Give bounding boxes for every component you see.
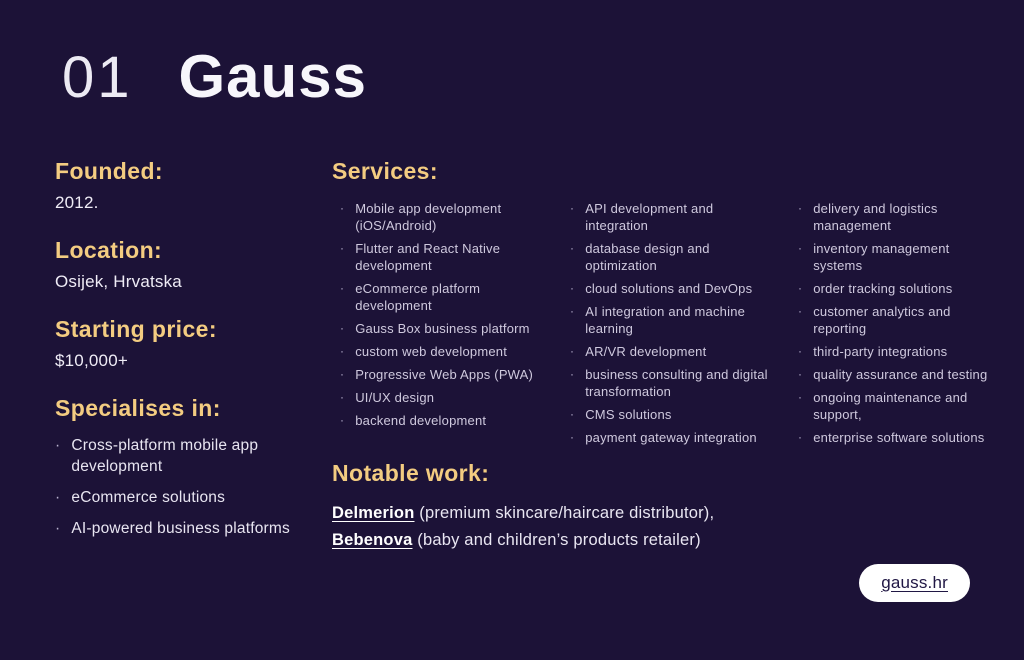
specialises-section bbox=[55, 395, 313, 539]
service-item-label: third-party integrations bbox=[813, 344, 948, 359]
service-item-label: Gauss Box business platform bbox=[355, 321, 530, 336]
section-heading-specialises: Specialises in: bbox=[55, 395, 221, 421]
notable-entries bbox=[332, 500, 872, 554]
service-item-label: AI integration and machine learning bbox=[585, 304, 746, 336]
service-item bbox=[340, 366, 538, 383]
notable-work-section bbox=[332, 460, 872, 554]
service-item-label: cloud solutions and DevOps bbox=[585, 281, 753, 296]
bullet-icon: · bbox=[55, 489, 61, 506]
service-item bbox=[570, 406, 768, 423]
services-column bbox=[570, 200, 768, 452]
page-title: Gauss bbox=[178, 43, 367, 110]
service-item-label: database design and optimization bbox=[585, 241, 710, 273]
bullet-icon: · bbox=[570, 241, 575, 255]
page-title-group bbox=[62, 42, 367, 111]
service-item bbox=[798, 280, 990, 297]
service-item bbox=[798, 200, 990, 234]
fact-label: Starting price: bbox=[55, 316, 217, 342]
service-item bbox=[570, 366, 768, 400]
bullet-icon: · bbox=[55, 520, 61, 537]
services-columns bbox=[340, 200, 994, 452]
bullet-icon: · bbox=[798, 281, 803, 295]
section-heading-services: Services: bbox=[332, 158, 438, 184]
service-item-label: API development and integration bbox=[585, 201, 714, 233]
bullet-icon: · bbox=[570, 430, 575, 444]
fact-value: Osijek, Hrvatska bbox=[55, 272, 182, 291]
notable-entry-desc: (baby and children’s products retailer) bbox=[412, 531, 701, 549]
service-item bbox=[570, 240, 768, 274]
service-item bbox=[340, 389, 538, 406]
service-item-label: business consulting and digital transformation bbox=[585, 367, 768, 399]
service-item-label: delivery and logistics management bbox=[813, 201, 938, 233]
specialises-item bbox=[55, 435, 313, 477]
bullet-icon: · bbox=[340, 241, 345, 255]
service-item-label: eCommerce platform development bbox=[355, 281, 481, 313]
service-item-label: custom web development bbox=[355, 344, 508, 359]
service-item bbox=[798, 343, 990, 360]
service-item bbox=[798, 429, 990, 446]
bullet-icon: · bbox=[798, 390, 803, 404]
bullet-icon: · bbox=[340, 344, 345, 358]
fact-value: $10,000+ bbox=[55, 351, 128, 370]
service-item bbox=[340, 280, 538, 314]
services-column bbox=[798, 200, 990, 452]
service-item-label: payment gateway integration bbox=[585, 430, 757, 445]
fact-value: 2012. bbox=[55, 193, 99, 212]
bullet-icon: · bbox=[798, 241, 803, 255]
specialises-item-label: eCommerce solutions bbox=[71, 489, 226, 506]
bullet-icon: · bbox=[340, 281, 345, 295]
specialises-item-label: AI-powered business platforms bbox=[71, 520, 290, 537]
bullet-icon: · bbox=[570, 201, 575, 215]
facts-column bbox=[55, 158, 313, 549]
service-item bbox=[340, 343, 538, 360]
service-item-label: ongoing maintenance and support, bbox=[813, 390, 968, 422]
service-item bbox=[570, 280, 768, 297]
section-heading-notable-work: Notable work: bbox=[332, 460, 490, 486]
service-item bbox=[570, 429, 768, 446]
notable-work-link[interactable]: Bebenova bbox=[332, 531, 413, 549]
notable-entry bbox=[332, 500, 872, 527]
services-section bbox=[332, 158, 994, 452]
notable-entry-desc: (premium skincare/haircare distributor), bbox=[414, 504, 715, 522]
service-item bbox=[570, 343, 768, 360]
fact-label: Location: bbox=[55, 237, 163, 263]
specialises-item-label: Cross-platform mobile app development bbox=[71, 437, 259, 475]
service-item bbox=[340, 412, 538, 429]
bullet-icon: · bbox=[798, 201, 803, 215]
service-item-label: inventory management systems bbox=[813, 241, 950, 273]
bullet-icon: · bbox=[340, 321, 345, 335]
bullet-icon: · bbox=[340, 201, 345, 215]
service-item-label: Flutter and React Native development bbox=[355, 241, 501, 273]
service-item-label: CMS solutions bbox=[585, 407, 672, 422]
fact-location bbox=[55, 237, 313, 293]
bullet-icon: · bbox=[798, 344, 803, 358]
fact-label: Founded: bbox=[55, 158, 163, 184]
service-item-label: order tracking solutions bbox=[813, 281, 953, 296]
service-item bbox=[798, 366, 990, 383]
bullet-icon: · bbox=[798, 430, 803, 444]
bullet-icon: · bbox=[340, 367, 345, 381]
service-item bbox=[340, 240, 538, 274]
bullet-icon: · bbox=[570, 344, 575, 358]
service-item-label: UI/UX design bbox=[355, 390, 435, 405]
bullet-icon: · bbox=[798, 367, 803, 381]
service-item-label: Mobile app development (iOS/Android) bbox=[355, 201, 502, 233]
bullet-icon: · bbox=[570, 304, 575, 318]
specialises-list bbox=[55, 435, 313, 539]
bullet-icon: · bbox=[340, 390, 345, 404]
service-item bbox=[570, 200, 768, 234]
bullet-icon: · bbox=[55, 437, 61, 454]
service-item-label: Progressive Web Apps (PWA) bbox=[355, 367, 534, 382]
notable-entry bbox=[332, 527, 872, 554]
bullet-icon: · bbox=[798, 304, 803, 318]
specialises-item bbox=[55, 487, 313, 508]
fact-founded bbox=[55, 158, 313, 214]
service-item-label: backend development bbox=[355, 413, 487, 428]
fact-starting-price bbox=[55, 316, 313, 372]
service-item bbox=[340, 320, 538, 337]
service-item-label: quality assurance and testing bbox=[813, 367, 988, 382]
service-item bbox=[798, 303, 990, 337]
slide-number: 01 bbox=[62, 45, 133, 110]
service-item-label: enterprise software solutions bbox=[813, 430, 985, 445]
service-item-label: customer analytics and reporting bbox=[813, 304, 951, 336]
bullet-icon: · bbox=[570, 367, 575, 381]
specialises-item bbox=[55, 518, 313, 539]
services-column bbox=[340, 200, 538, 452]
service-item bbox=[570, 303, 768, 337]
bullet-icon: · bbox=[340, 413, 345, 427]
service-item bbox=[340, 200, 538, 234]
service-item bbox=[798, 240, 990, 274]
bullet-icon: · bbox=[570, 407, 575, 421]
bullet-icon: · bbox=[570, 281, 575, 295]
service-item-label: AR/VR development bbox=[585, 344, 707, 359]
gauss-hr-badge[interactable] bbox=[859, 564, 970, 602]
gauss-hr-link-label: gauss.hr bbox=[881, 573, 948, 592]
notable-work-link[interactable]: Delmerion bbox=[332, 504, 415, 522]
service-item bbox=[798, 389, 990, 423]
